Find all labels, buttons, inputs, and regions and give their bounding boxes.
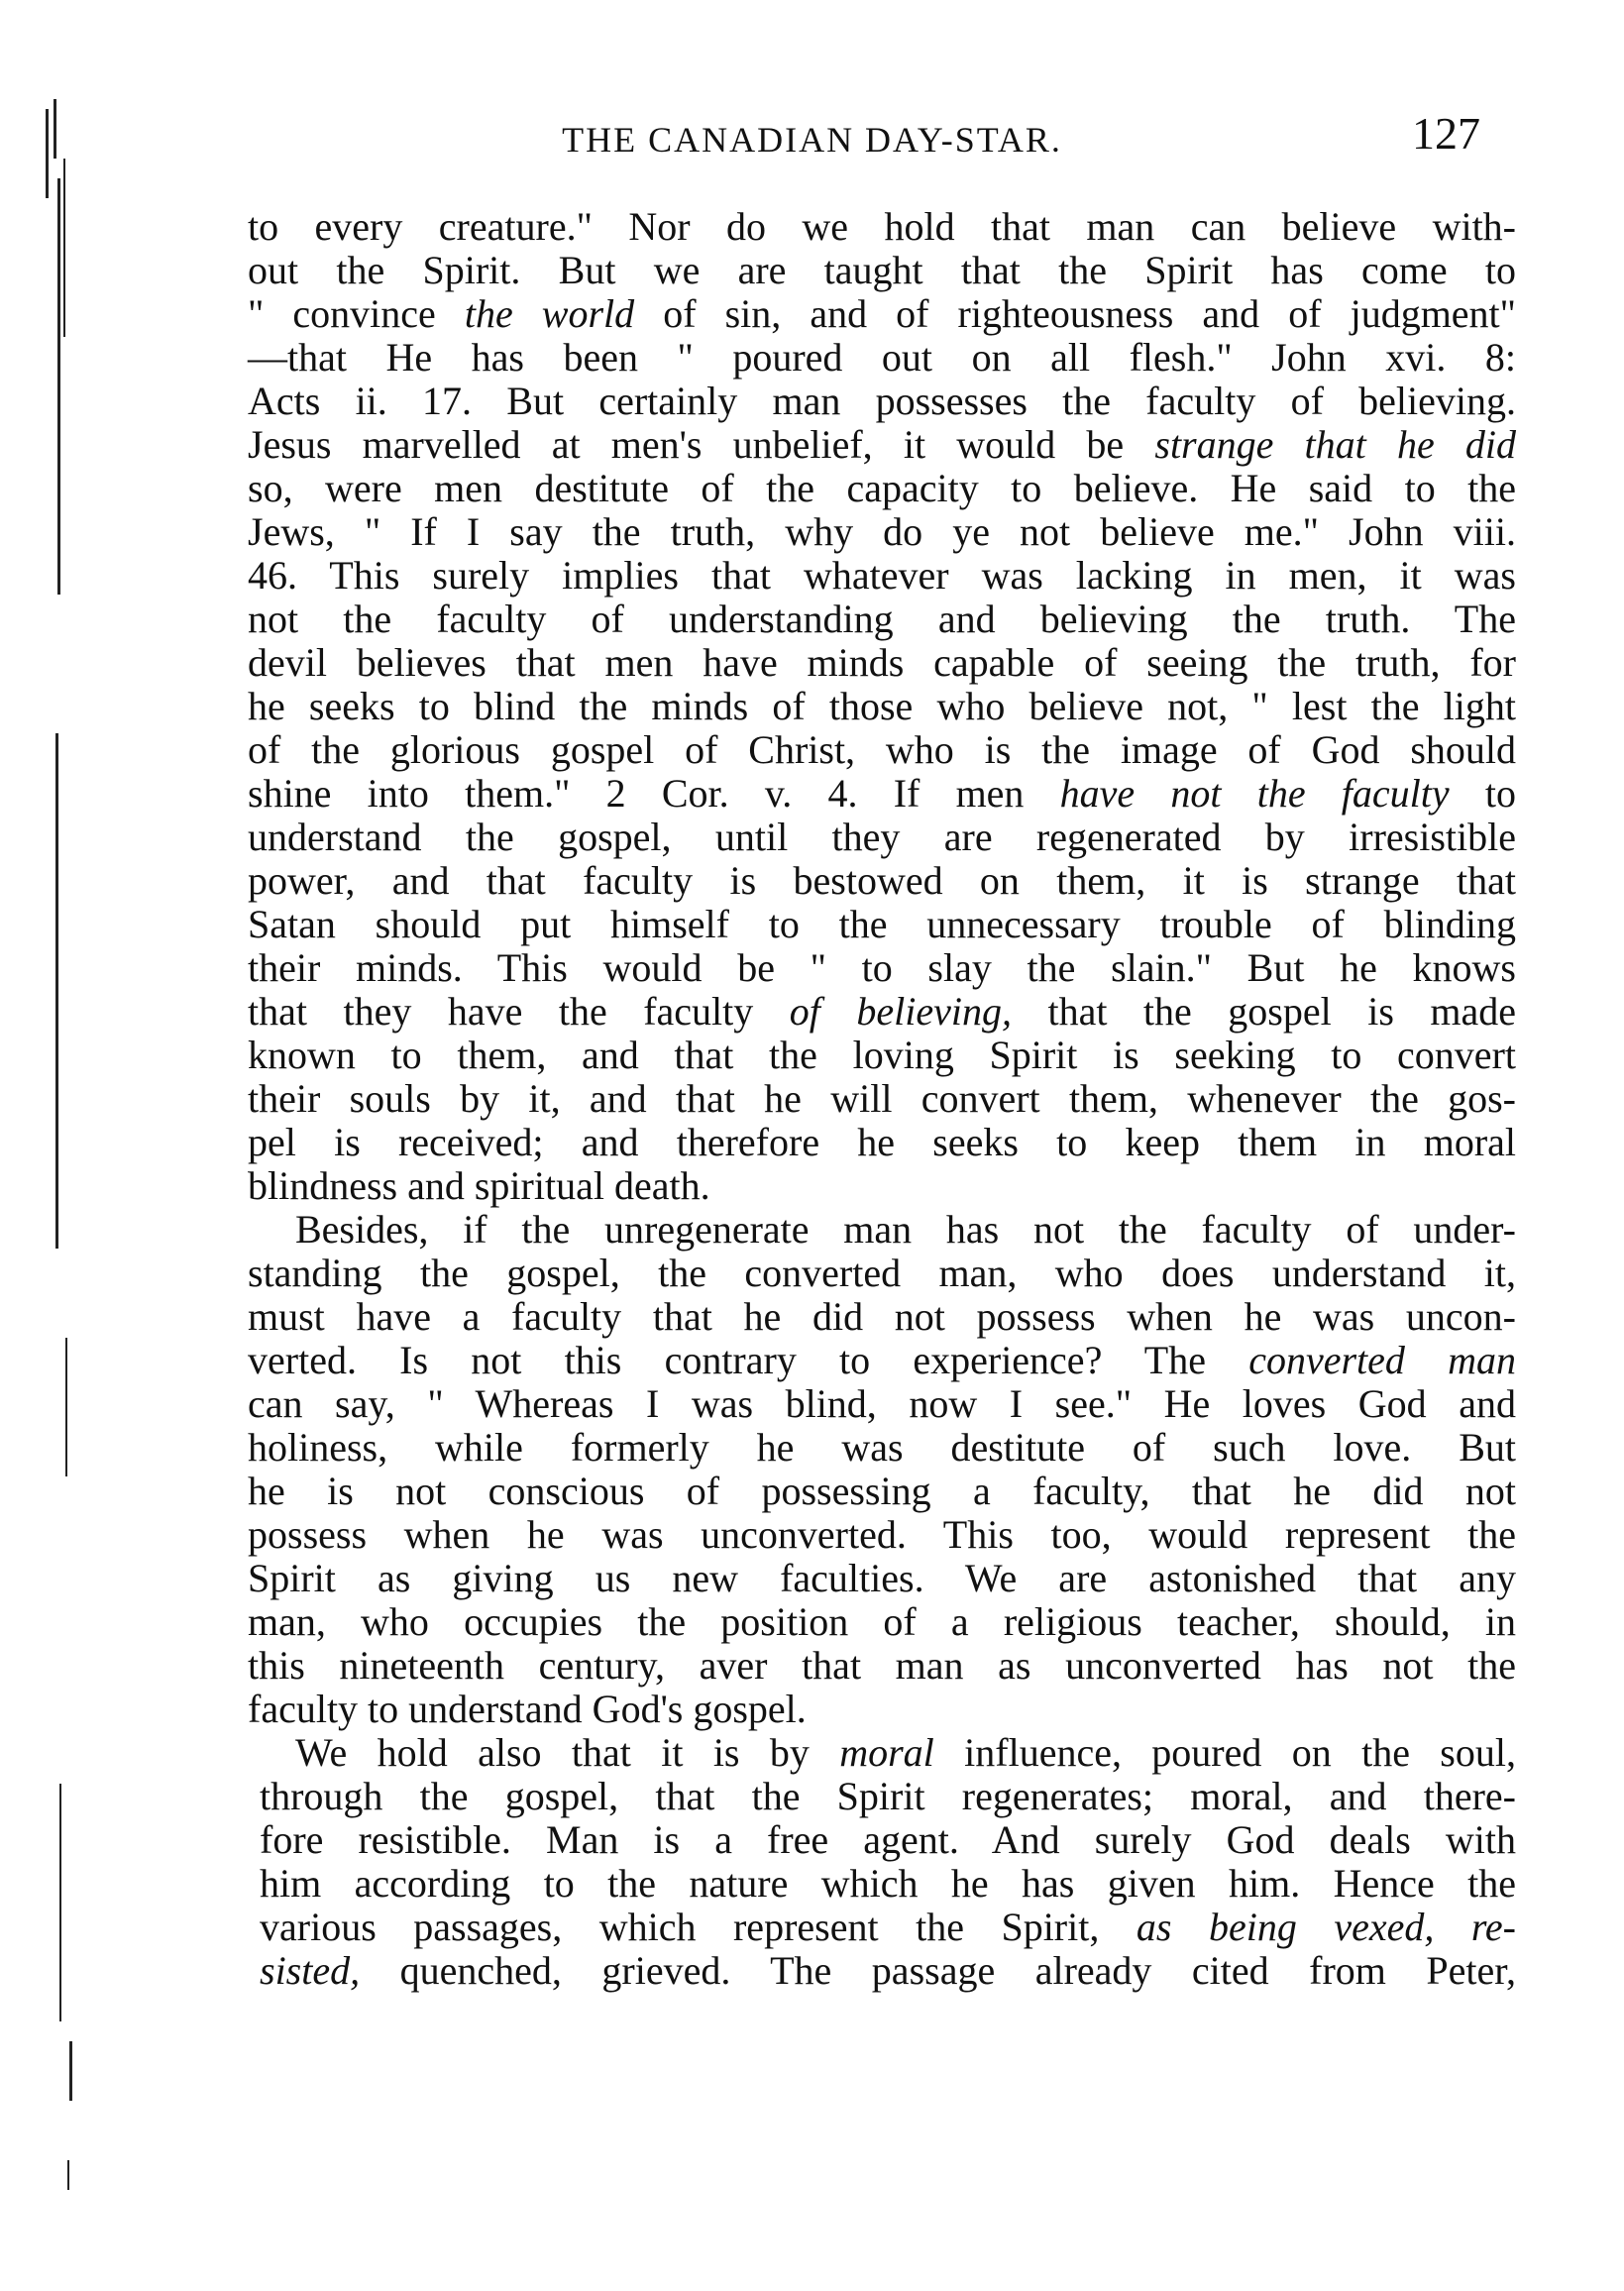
edge-mark [65, 1338, 67, 1476]
text-line: Acts ii. 17. But certainly man possesses the faculty of believing. [248, 379, 1516, 423]
text-line: Jesus marvelled at men's unbelief, it would be strange that he did [248, 422, 1517, 467]
text-line: their souls by it, and that he will convert them, whenever the gos- [248, 1076, 1516, 1121]
text-line: We hold also that it is by moral influence, poured on the soul, [295, 1730, 1516, 1775]
text-line: him according to the nature which he has given him. Hence the [260, 1861, 1516, 1906]
text-line: this nineteenth century, aver that man as unconverted has not the [248, 1643, 1516, 1688]
text-line: so, were men destitute of the capacity to believe. He said to the [248, 466, 1516, 510]
text-line: faculty to understand God's gospel. [248, 1687, 807, 1731]
text-line: not the faculty of understanding and believing the truth. The [248, 597, 1516, 641]
running-header: THE CANADIAN DAY-STAR. [562, 120, 1062, 160]
text-line: known to them, and that the loving Spirit is seeking to convert [248, 1033, 1516, 1077]
text-line: man, who occupies the position of a religious teacher, should, in [248, 1599, 1516, 1644]
left-margin-edge [40, 99, 109, 2230]
text-line: he is not conscious of possessing a faculty, that he did not [248, 1469, 1516, 1513]
text-line: " convince the world of sin, and of righteousness and of judgment" [248, 291, 1516, 336]
edge-mark [57, 178, 60, 595]
page-number: 127 [1412, 108, 1480, 159]
edge-mark [59, 1784, 61, 2021]
text-line: must have a faculty that he did not possess when he was uncon- [248, 1294, 1516, 1339]
text-line: can say, " Whereas I was blind, now I see." He loves God and [248, 1381, 1516, 1426]
page-body [248, 205, 1516, 1993]
text-line: various passages, which represent the Spirit, as being vexed, re- [260, 1905, 1517, 1949]
text-line: verted. Is not this contrary to experience? The converted man [248, 1338, 1516, 1382]
edge-mark [67, 2160, 69, 2190]
edge-mark [63, 159, 65, 337]
edge-mark [55, 733, 58, 1249]
text-line: that they have the faculty of believing, that the gospel is made [248, 989, 1517, 1034]
text-line: understand the gospel, until they are regenerated by irresistible [248, 815, 1516, 859]
text-line: their minds. This would be " to slay the slain." But he knows [248, 945, 1516, 990]
text-line: possess when he was unconverted. This too, would represent the [248, 1512, 1516, 1557]
text-line: devil believes that men have minds capable of seeing the truth, for [248, 640, 1516, 685]
edge-mark [46, 109, 49, 198]
text-line: he seeks to blind the minds of those who believe not, " lest the light [248, 684, 1516, 728]
text-line: of the glorious gospel of Christ, who is the image of God should [248, 727, 1516, 772]
edge-mark [69, 2041, 72, 2101]
text-line: holiness, while formerly he was destitute of such love. But [248, 1425, 1516, 1470]
text-line: Besides, if the unregenerate man has not the faculty of under- [295, 1207, 1516, 1252]
edge-mark [54, 99, 56, 159]
text-line: shine into them." 2 Cor. v. 4. If men have not the faculty to [248, 771, 1516, 816]
text-line: sisted, quenched, grieved. The passage already cited from Peter, [260, 1948, 1516, 1993]
text-line: Spirit as giving us new faculties. We are astonished that any [248, 1556, 1516, 1600]
text-line: Satan should put himself to the unnecessary trouble of blinding [248, 902, 1516, 946]
text-line: out the Spirit. But we are taught that the Spirit has come to [248, 248, 1516, 292]
text-line: Jews, " If I say the truth, why do ye not believe me." John viii. [248, 509, 1516, 554]
text-line: standing the gospel, the converted man, who does understand it, [248, 1251, 1516, 1295]
text-line: 46. This surely implies that whatever was lacking in men, it was [248, 553, 1516, 598]
text-line: blindness and spiritual death. [248, 1163, 710, 1208]
text-line: to every creature." Nor do we hold that man can believe with- [248, 204, 1516, 249]
text-line: through the gospel, that the Spirit regenerates; moral, and there- [260, 1774, 1516, 1818]
text-line: —that He has been " poured out on all flesh." John xvi. 8: [248, 335, 1516, 380]
text-line: fore resistible. Man is a free agent. And surely God deals with [260, 1817, 1516, 1862]
text-line: pel is received; and therefore he seeks to keep them in moral [248, 1120, 1516, 1164]
text-line: power, and that faculty is bestowed on them, it is strange that [248, 858, 1516, 903]
